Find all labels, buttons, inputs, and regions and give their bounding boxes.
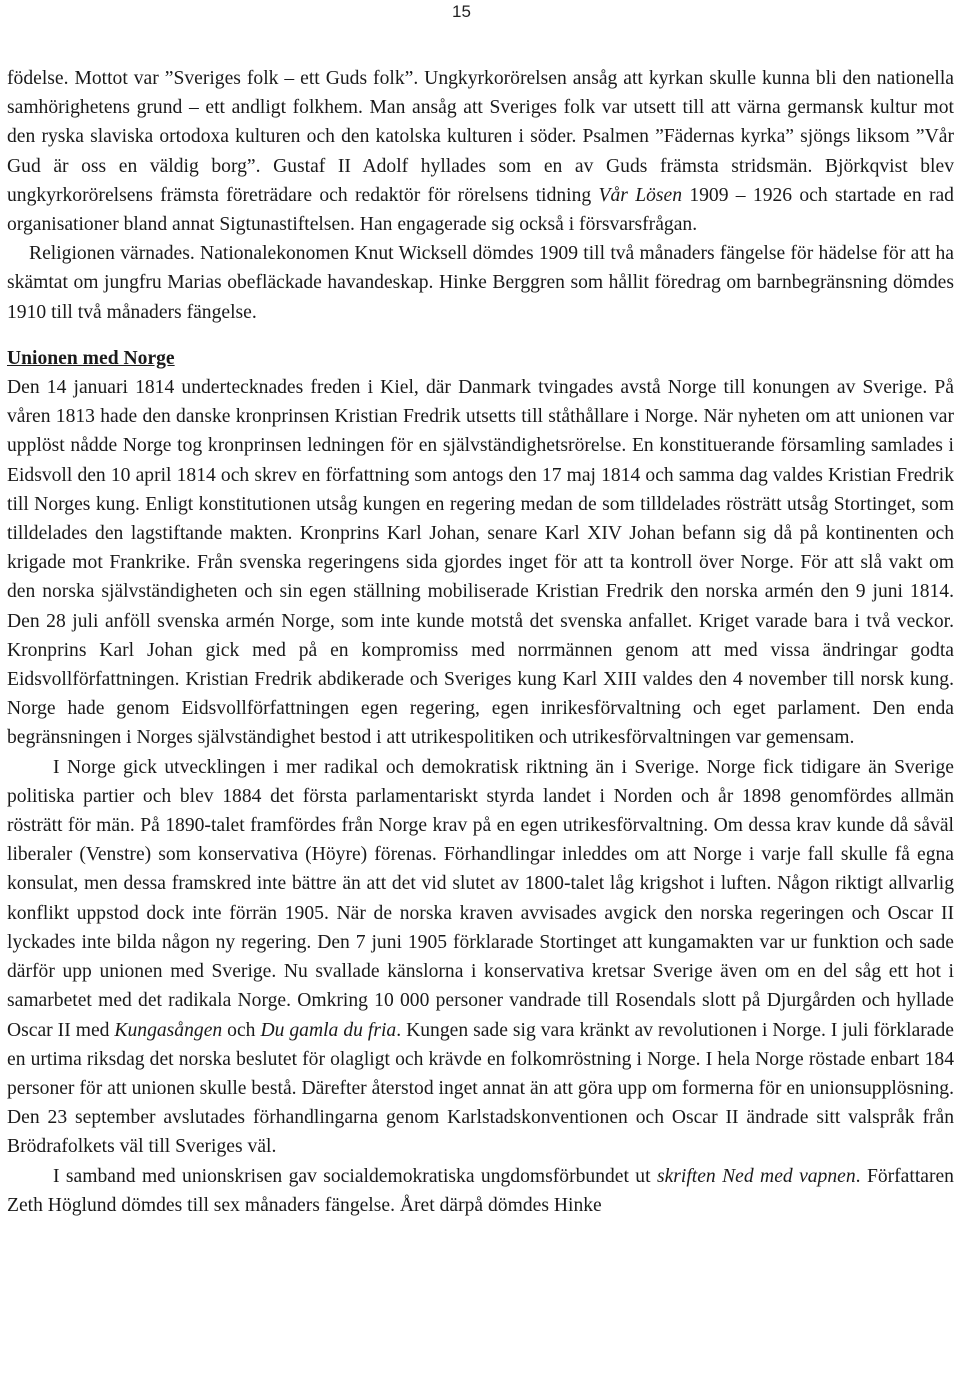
paragraph-unionskrisen: [7, 1162, 954, 1220]
text-run: . Kungen sade sig vara kränkt av revolutionen i Norge. I juli förklarade en urtima riksdag det norska beslutet för olagligt och krävde en folkomröstning i Norge. I hela Norge röstade enbart 184 personer för att unionen skulle bestå. Därefter återstod inget annat än att göra upp om formerna för en unionsupplösning. Den 23 september avslutades förhandlingarna genom Karlstadskonventionen och Oscar II ändrade sitt valspråk från Brödrafolkets väl till Sveriges väl.: [7, 1019, 954, 1158]
italic-title: skriften Ned med vapnen: [656, 1165, 856, 1187]
paragraph-ungkyrko: [7, 64, 954, 239]
text-run: och: [222, 1019, 261, 1041]
paragraph-union-1905: [7, 753, 954, 1162]
section-heading: Unionen med Norge: [7, 347, 175, 369]
text-run: I samband med unionskrisen gav socialdemokratiska ungdomsförbundet ut: [53, 1165, 657, 1187]
italic-title: Du gamla du fria: [260, 1019, 397, 1041]
text-run: 1909 – 1926 och startade en rad organisationer bland annat Sigtunastiftelsen. Han engagerade sig också i försvarsfrågan.: [7, 184, 954, 236]
text-run: . Författaren Zeth Höglund dömdes till sex månaders fängelse. Året därpå dömdes Hinke: [7, 1165, 954, 1216]
page-number: 15: [452, 2, 471, 21]
paragraph-religion: Religionen värnades. Nationalekonomen Knut Wicksell dömdes 1909 till två månaders fängelse för hädelse för att ha skämtat om jungfru Marias obefläckade havandeskap. Hinke Berggren som hållit föredrag om barnbegränsning dömdes 1910 till två månaders fängelse.: [7, 243, 954, 323]
paragraph-union-1814: Den 14 januari 1814 undertecknades freden i Kiel, där Danmark tvingades avstå Norge till konungen av Sverige. På våren 1813 hade den danske kronprinsen Kristian Fredrik utsetts till ståthållare i Norge. När nyheten om att unionen var upplöst nådde Norge tog kronprinsen ledningen för en självständighetsrörelse. En konstituerande församling samlades i Eidsvoll den 10 april 1814 och skrev en författning som antogs den 17 maj 1814 och samma dag valdes Kristian Fredrik till Norges kung. Enligt konstitutionen utsåg kungen en regering medan de som tilldelades rösträtt utsåg Stortinget, som tilldelades den lagstiftande makten. Kronprins Karl Johan, senare Karl XIV Johan befann sig då på kontinenten och krigade mot Frankrike. Från svenska regeringens sida gjordes inget för att ta kontroll över Norge. För att slå vakt om den norska självständigheten och sin egen ställning mobiliserade Kristian Fredrik den norska armén den 9 juni 1814. Den 28 juli anföll svenska armén Norge, som inte kunde motstå det svenska anfallet. Kriget varade bara i två veckor. Kronprins Karl Johan gick med på en kompromiss med norrmännen genom att med vissa ändringar godta Eidsvollförfattningen. Kristian Fredrik abdikerade och Sveriges kung Karl XIII valdes den 4 november till norsk kung. Norge hade genom Eidsvollförfattningen egen regering, egen inrikesförvaltning och eget parlament. Den enda begränsningen i Norges självständighet bestod i att utrikespolitiken och utrikesförvaltningen var gemensam.: [7, 377, 954, 749]
text-run: I Norge gick utvecklingen i mer radikal och demokratisk riktning än i Sverige. Norge fick tidigare än Sverige politiska partier och blev 1884 det första parlamentariskt styrda landet i Norden och år 1898 genomfördes allmän rösträtt för män. På 1890-talet framfördes från Norge krav på en egen utrikesförvaltning. Om dessa krav kunde då såväl liberaler (Venstre) som konservativa (Höyre) förenas. Förhandlingar inleddes om att Norge i varje fall skulle få egna konsulat, men dessa framskred inte bättre än att det vid slutet av 1800-talet låg krigshot i luften. Någon riktigt allvarlig konflikt uppstod dock inte förrän 1905. När de norska kraven avvisades avgick den norska regeringen och Oscar II lyckades inte bilda någon ny regering. Den 7 juni 1905 förklarade Stortinget att kungamakten var ur funktion och sade därför upp unionen med Sverige. Nu svallade känslorna i konservativa kretsar Sverige även om en del såg ett hot i samarbetet med det radikala Norge. Omkring 10 000 personer vandrade till Rosendals slott på Djurgården och hyllade Oscar II med: [7, 756, 954, 1041]
italic-title: Vår Lösen: [598, 184, 683, 206]
text-run: födelse. Mottot var ”Sveriges folk – ett Guds folk”. Ungkyrkorörelsen ansåg att kyrkan skulle kunna bli den nationella samhörighetens grund – ett andligt folkhem. Man ansåg att Sveriges folk var utsett till att värna germansk kultur mot den ryska slaviska ortodoxa kulturen och den katolska kulturen i söder. Psalmen ”Fädernas kyrka” sjöngs liksom ”Vår Gud är oss en väldig borg”. Gustaf II Adolf hyllades som en av Guds främsta stridsmän. Björkqvist blev ungkyrkorörelsens främsta företrädare och redaktör för rörelsens tidning: [7, 68, 954, 206]
italic-title: Kungasången: [114, 1019, 223, 1041]
document-body: [7, 64, 954, 1220]
